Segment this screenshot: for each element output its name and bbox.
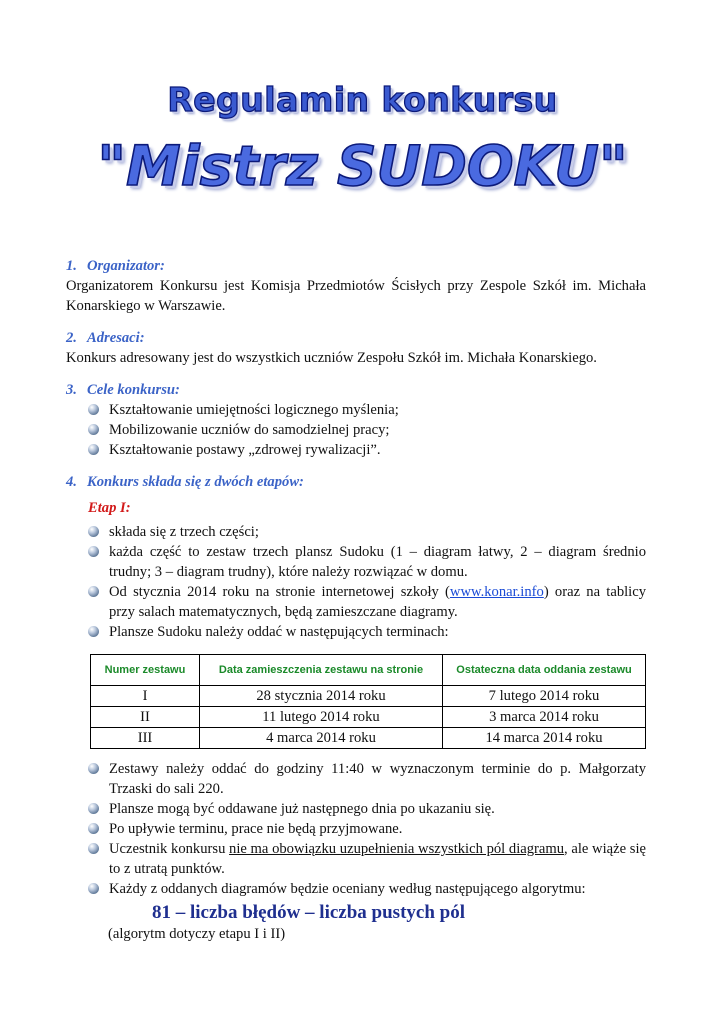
list-item: Kształtowanie postawy „zdrowej rywalizacji”.: [88, 440, 646, 460]
rules-list: [66, 759, 646, 899]
list-item: Uczestnik konkursu nie ma obowiązku uzupełnienia wszystkich pól diagramu, ale wiąże się to z utratą punktów.: [88, 839, 646, 879]
section-heading-text: Adresaci:: [87, 330, 145, 346]
section-heading-text: Cele konkursu:: [87, 382, 180, 398]
table-row: [91, 728, 646, 749]
section-heading: [66, 380, 646, 400]
sphere-bullet-icon: [88, 526, 99, 537]
table-header-cell: Numer zestawu: [91, 655, 200, 686]
regulations-content: [66, 256, 646, 956]
sphere-bullet-icon: [88, 586, 99, 597]
section-stages: [66, 472, 646, 944]
title-line-1: Regulamin konkursu: [167, 80, 558, 119]
sphere-bullet-icon: [88, 424, 99, 435]
table-cell: II: [91, 707, 200, 728]
table-row: [91, 686, 646, 707]
section-goals: [66, 380, 646, 460]
table-row: [91, 707, 646, 728]
table-header-cell: Data zamieszczenia zestawu na stronie: [200, 655, 443, 686]
schedule-table: [90, 654, 646, 749]
section-addressees: [66, 328, 646, 368]
addressees-text: Konkurs adresowany jest do wszystkich uczniów Zespołu Szkół im. Michała Konarskiego.: [66, 350, 597, 366]
section-number: 3.: [66, 382, 77, 398]
list-item: Po upływie terminu, prace nie będą przyjmowane.: [88, 819, 646, 839]
list-item: Każdy z oddanych diagramów będzie oceniany według następującego algorytmu:: [88, 879, 646, 899]
section-heading: [66, 472, 646, 492]
sphere-bullet-icon: [88, 883, 99, 894]
sphere-bullet-icon: [88, 626, 99, 637]
title-block: [0, 80, 725, 206]
section-number: 2.: [66, 330, 77, 346]
sphere-bullet-icon: [88, 546, 99, 557]
school-website-link[interactable]: www.konar.info: [449, 584, 544, 600]
section-organizer: [66, 256, 646, 316]
section-heading-text: Konkurs składa się z dwóch etapów:: [87, 474, 304, 490]
table-cell: 11 lutego 2014 roku: [200, 707, 443, 728]
table-cell: I: [91, 686, 200, 707]
table-header-row: [91, 655, 646, 686]
table-cell: 14 marca 2014 roku: [443, 728, 646, 749]
list-item: składa się z trzech części;: [88, 522, 646, 542]
table-cell: 4 marca 2014 roku: [200, 728, 443, 749]
list-item: każda część to zestaw trzech plansz Sudoku (1 – diagram łatwy, 2 – diagram średnio trudny; 3 – diagram trudny), które należy rozwiązać w domu.: [88, 542, 646, 582]
sphere-bullet-icon: [88, 404, 99, 415]
table-cell: 3 marca 2014 roku: [443, 707, 646, 728]
list-item: Plansze mogą być oddawane już następnego dnia po ukazaniu się.: [88, 799, 646, 819]
table-cell: 28 stycznia 2014 roku: [200, 686, 443, 707]
table-cell: III: [91, 728, 200, 749]
section-heading: [66, 328, 646, 348]
sphere-bullet-icon: [88, 843, 99, 854]
sphere-bullet-icon: [88, 763, 99, 774]
sphere-bullet-icon: [88, 803, 99, 814]
goals-list: [66, 400, 646, 460]
list-item: Kształtowanie umiejętności logicznego myślenia;: [88, 400, 646, 420]
title-line-2: "Mistrz SUDOKU": [97, 134, 628, 198]
etap-list: [66, 522, 646, 642]
section-number: 4.: [66, 474, 77, 490]
section-heading: [66, 256, 646, 276]
list-item: Zestawy należy oddać do godziny 11:40 w wyznaczonym terminie do p. Małgorzaty Trzaski do sali 220.: [88, 759, 646, 799]
etap-title: Etap I:: [88, 500, 131, 516]
section-number: 1.: [66, 258, 77, 274]
section-heading-text: Organizator:: [87, 258, 165, 274]
underlined-rule: nie ma obowiązku uzupełnienia wszystkich pól diagramu: [229, 841, 565, 857]
scoring-formula: 81 – liczba błędów – liczba pustych pól: [152, 902, 465, 923]
sphere-bullet-icon: [88, 823, 99, 834]
sphere-bullet-icon: [88, 444, 99, 455]
formula-note: (algorytm dotyczy etapu I i II): [108, 926, 286, 942]
list-item: Plansze Sudoku należy oddać w następujących terminach:: [88, 622, 646, 642]
list-item: Od stycznia 2014 roku na stronie internetowej szkoły (www.konar.info) oraz na tablicy przy salach matematycznych, będą zamieszczane diagramy.: [88, 582, 646, 622]
list-item: Mobilizowanie uczniów do samodzielnej pracy;: [88, 420, 646, 440]
table-cell: 7 lutego 2014 roku: [443, 686, 646, 707]
table-header-cell: Ostateczna data oddania zestawu: [443, 655, 646, 686]
organizer-text: Organizatorem Konkursu jest Komisja Przedmiotów Ścisłych przy Zespole Szkół im. Michała Konarskiego w Warszawie.: [66, 278, 646, 314]
